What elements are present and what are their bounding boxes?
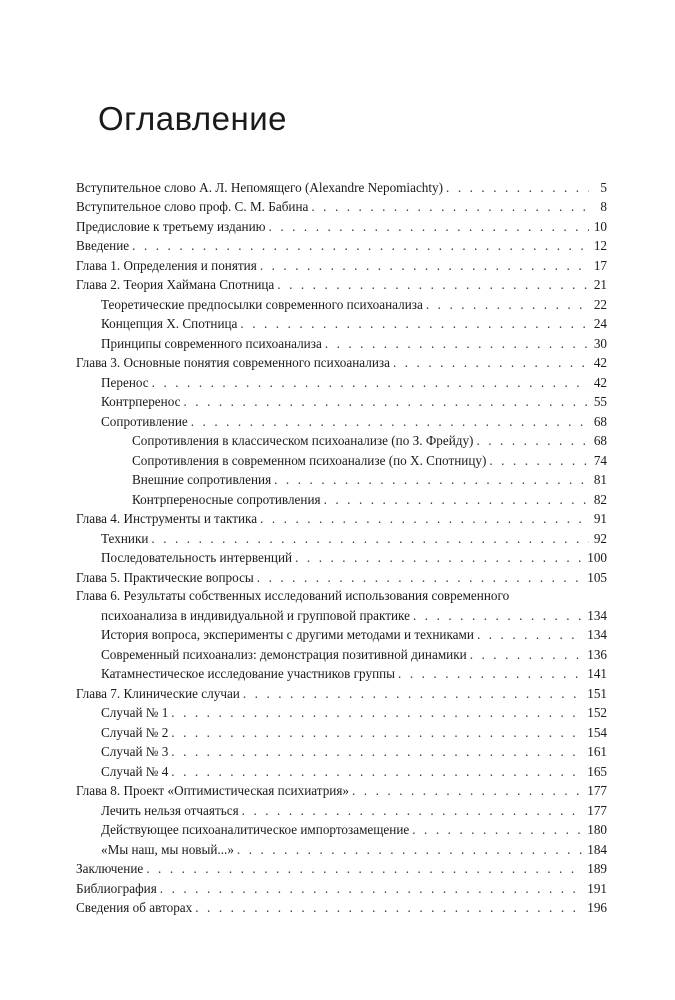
dot-leader [243, 686, 583, 702]
toc-entry-page: 21 [593, 277, 607, 292]
toc-entry-page: 196 [587, 900, 607, 915]
toc-entry [76, 254, 607, 274]
dot-leader [195, 900, 583, 916]
dot-leader [184, 394, 590, 410]
toc-entry-page: 161 [587, 744, 607, 759]
dot-leader [242, 803, 584, 819]
toc-entry-label: Глава 1. Определения и понятия [76, 257, 257, 273]
dot-leader [132, 238, 589, 254]
toc-entry-label: Катамнестическое исследование участников группы [101, 666, 396, 681]
toc-entry-page: 68 [593, 433, 607, 448]
dot-leader [171, 725, 583, 741]
toc-entry [76, 682, 607, 702]
dot-leader [151, 531, 589, 547]
dot-leader [152, 375, 589, 391]
toc-entry-page: 10 [593, 218, 607, 234]
table-of-contents [76, 176, 607, 916]
page-title: Оглавление [98, 100, 287, 137]
toc-entry-page: 30 [593, 335, 607, 351]
dot-leader [260, 258, 589, 274]
dot-leader [477, 627, 583, 643]
toc-entry-page: 154 [587, 724, 607, 740]
dot-leader [191, 414, 589, 430]
dot-leader [352, 783, 583, 799]
toc-entry-label: Сопротивления в классическом психоанализе (по З. Фрейду) [132, 433, 474, 448]
toc-entry [76, 838, 607, 858]
toc-entry-page: 136 [587, 646, 607, 662]
dot-leader [489, 453, 589, 469]
toc-entry-page: 100 [587, 550, 607, 565]
toc-entry-label: Техники [101, 530, 149, 546]
toc-entry [76, 877, 607, 897]
toc-entry [76, 488, 607, 508]
toc-entry-label: Концепция Х. Спотница [101, 316, 238, 331]
toc-entry-page: 12 [593, 238, 607, 253]
toc-entry-page: 5 [600, 179, 607, 195]
toc-entry-label: Глава 5. Практические вопросы [76, 569, 254, 585]
toc-entry-page: 82 [593, 491, 607, 507]
toc-entry-label: История вопроса, эксперименты с другими методами и техниками [101, 627, 474, 642]
dot-leader [393, 355, 589, 371]
toc-entry-chapter-6 [76, 586, 607, 624]
toc-entry-label: Глава 7. Клинические случаи [76, 685, 240, 701]
toc-entry [76, 391, 607, 411]
dot-leader [412, 822, 583, 838]
toc-entry-label: Контрперенос [101, 394, 181, 409]
toc-entry [76, 721, 607, 741]
toc-entry [76, 858, 607, 878]
toc-entry [76, 624, 607, 644]
dot-leader [470, 647, 584, 663]
dot-leader [171, 705, 583, 721]
toc-entry-page: 81 [593, 472, 607, 487]
toc-entry [76, 780, 607, 800]
toc-entry-label: Вступительное слово А. Л. Непомящего (Alexandre Nepomiachty) [76, 179, 444, 195]
dot-leader [476, 433, 589, 449]
dot-leader [446, 180, 589, 196]
dot-leader [171, 744, 583, 760]
dot-leader [325, 336, 589, 352]
toc-entry-label: Глава 8. Проект «Оптимистическая психиатрия» [76, 783, 350, 798]
toc-entry [76, 469, 607, 489]
dot-leader [237, 842, 583, 858]
toc-entry-label: Сопротивление [101, 413, 188, 429]
toc-entry-label: Введение [76, 238, 130, 253]
toc-entry-page: 42 [593, 355, 607, 370]
toc-entry-page: 134 [587, 607, 607, 623]
toc-entry-label: Глава 4. Инструменты и тактика [76, 511, 258, 526]
toc-entry-page: 17 [593, 257, 607, 273]
toc-entry-label: Лечить нельзя отчаяться [101, 802, 239, 818]
dot-leader [311, 199, 589, 215]
toc-entry [76, 430, 607, 450]
toc-entry-label: Случай № 3 [101, 744, 169, 759]
toc-entry [76, 702, 607, 722]
toc-entry-page: 55 [593, 394, 607, 409]
toc-entry [76, 741, 607, 761]
toc-entry [76, 799, 607, 819]
toc-entry-page: 141 [587, 666, 607, 681]
toc-entry [76, 352, 607, 372]
toc-entry-label: Принципы современного психоанализа [101, 335, 322, 351]
toc-entry-label: Случай № 4 [101, 763, 169, 779]
toc-entry-label: Предисловие к третьему изданию [76, 218, 266, 234]
toc-entry [76, 235, 607, 255]
toc-entry-label: Внешние сопротивления [132, 472, 272, 487]
dot-leader [269, 219, 589, 235]
dot-leader [295, 550, 583, 566]
toc-entry-label: Случай № 2 [101, 724, 169, 740]
toc-entry-label: Сопротивления в современном психоанализе (по Х. Спотницу) [132, 452, 487, 468]
toc-entry-page: 177 [587, 802, 607, 818]
toc-entry-page: 152 [587, 705, 607, 720]
dot-leader [277, 277, 589, 293]
toc-entry-page: 134 [587, 627, 607, 642]
toc-part-1 [76, 176, 607, 586]
toc-entry-label: Контрпереносные сопротивления [132, 491, 321, 507]
toc-entry [76, 313, 607, 333]
dot-leader [274, 472, 589, 488]
toc-entry [76, 643, 607, 663]
toc-entry-page: 165 [587, 763, 607, 779]
toc-entry-label: Глава 3. Основные понятия современного психоанализа [76, 355, 390, 370]
toc-entry [76, 410, 607, 430]
toc-entry [76, 527, 607, 547]
dot-leader [398, 666, 583, 682]
toc-entry-page: 177 [587, 783, 607, 798]
toc-entry-label: Глава 2. Теория Хаймана Спотница [76, 277, 275, 292]
toc-entry-label: «Мы наш, мы новый...» [101, 841, 234, 857]
toc-entry [76, 449, 607, 469]
dot-leader [257, 570, 583, 586]
dot-leader [426, 297, 589, 313]
toc-entry [76, 760, 607, 780]
toc-entry-label: Современный психоанализ: демонстрация позитивной динамики [101, 646, 467, 662]
dot-leader [146, 861, 583, 877]
toc-entry [76, 215, 607, 235]
toc-entry-label: Заключение [76, 861, 144, 876]
toc-entry-page: 22 [593, 296, 607, 312]
toc-entry-label: психоанализа в индивидуальной и групповой практике [101, 607, 410, 623]
toc-entry-page: 184 [587, 841, 607, 857]
toc-part-2 [76, 624, 607, 917]
toc-entry-label: Вступительное слово проф. С. М. Бабина [76, 199, 309, 214]
toc-entry [76, 196, 607, 216]
toc-entry [76, 547, 607, 567]
toc-entry-page: 92 [593, 530, 607, 546]
toc-entry-page: 189 [587, 861, 607, 876]
toc-entry [76, 293, 607, 313]
toc-entry [76, 332, 607, 352]
toc-entry-page: 68 [593, 413, 607, 429]
dot-leader [240, 316, 589, 332]
toc-entry [76, 566, 607, 586]
toc-entry [76, 897, 607, 917]
toc-entry-page: 191 [587, 880, 607, 896]
toc-entry [76, 274, 607, 294]
toc-entry-label: Сведения об авторах [76, 900, 193, 915]
toc-entry-label: Библиография [76, 880, 157, 896]
toc-entry-label: Последовательность интервенций [101, 550, 293, 565]
toc-entry-page: 91 [593, 511, 607, 526]
dot-leader [260, 511, 589, 527]
dot-leader [160, 881, 583, 897]
toc-entry-continuation [76, 605, 607, 624]
toc-entry [76, 663, 607, 683]
toc-entry-page: 8 [600, 199, 607, 214]
toc-entry-label: Теоретические предпосылки современного психоанализа [101, 296, 423, 312]
toc-entry-page: 74 [593, 452, 607, 468]
toc-entry-page: 180 [587, 822, 607, 837]
toc-entry [76, 508, 607, 528]
toc-entry-page: 151 [587, 685, 607, 701]
dot-leader [413, 608, 583, 624]
toc-entry-label: Действующее психоаналитическое импортозамещение [101, 822, 410, 837]
dot-leader [324, 492, 589, 508]
toc-entry-label: Перенос [101, 374, 149, 390]
toc-entry-label: Случай № 1 [101, 705, 169, 720]
toc-entry-page: 105 [587, 569, 607, 585]
dot-leader [171, 764, 583, 780]
toc-entry [76, 176, 607, 196]
toc-entry [76, 371, 607, 391]
toc-entry-label: Глава 6. Результаты собственных исследований использования современного [76, 587, 510, 603]
toc-entry-page: 42 [593, 374, 607, 390]
toc-entry-page: 24 [593, 316, 607, 331]
toc-entry [76, 819, 607, 839]
